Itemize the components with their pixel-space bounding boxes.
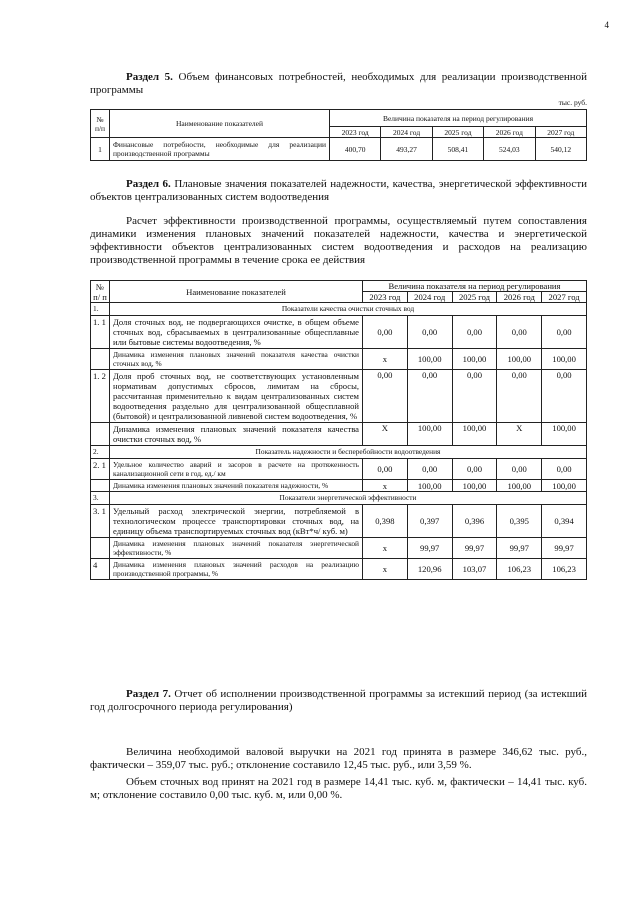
row-name: Финансовые потребности, необходимые для реализации производственной программы (110, 138, 330, 161)
row-value: 0,00 (363, 316, 408, 349)
row-value: 0,00 (497, 459, 542, 480)
row-name: Доля сточных вод, не подвергающихся очистке, в общем объеме сточных вод, сбрасываемых в централизованные общесплавные или бытовые системы водоотведения, % (110, 316, 363, 349)
row-value: 100,00 (407, 349, 452, 370)
row-num: 1 (91, 138, 110, 161)
section-row (91, 492, 587, 505)
section5-table (90, 109, 587, 161)
header-year: 2026 год (484, 127, 535, 138)
row-name: Доля проб сточных вод, не соответствующих установленным нормативам допустимых сбросов, лимитам на сбросы, рассчитанная применительно к видам централизованных систем водоотведения раздельно для централизованной общесплавной (бытовой) и централизованной ливневой систем водоотведения, % (110, 370, 363, 423)
row-value: 0,00 (407, 459, 452, 480)
section-num: 2. (91, 446, 110, 459)
section5-label: Раздел 5. (126, 71, 173, 83)
row-value: 0,00 (542, 316, 587, 349)
header-num: № п/п (91, 110, 110, 138)
table-row (91, 349, 587, 370)
header-year: 2026 год (497, 292, 542, 303)
section6-label: Раздел 6. (126, 178, 171, 190)
units-label: тыс. руб. (558, 98, 587, 107)
row-name: Динамика изменения плановых значений показателя энергетической эффективности, % (110, 538, 363, 559)
row-value: 524,03 (484, 138, 535, 161)
table-row (91, 459, 587, 480)
section6-intro (90, 215, 587, 267)
row-value: X (363, 423, 408, 446)
header-num: № п/ п (91, 281, 110, 303)
row-value: 0,00 (542, 370, 587, 423)
section-row (91, 446, 587, 459)
section7-paragraph (90, 746, 587, 772)
row-value: 100,00 (452, 349, 497, 370)
row-value: 0,00 (497, 316, 542, 349)
row-value: 106,23 (497, 559, 542, 580)
row-name: Динамика изменения плановых значений показателя качества очистки сточных вод, % (110, 349, 363, 370)
section6-table-wrap (90, 280, 587, 580)
section5-heading (90, 71, 587, 97)
header-period: Величина показателя на период регулирования (363, 281, 587, 292)
section7-paragraph-text: Величина необходимой валовой выручки на 2021 год принята в размере 346,62 тыс. руб., фактически – 359,07 тыс. руб.; отклонение составило 12,45 тыс. руб., или 3,59 %. (90, 746, 587, 771)
row-value: x (363, 480, 408, 492)
header-year: 2023 год (330, 127, 381, 138)
section7-paragraph (90, 776, 587, 802)
section-title: Показатели энергетической эффективности (110, 492, 587, 505)
row-value: 0,00 (407, 370, 452, 423)
section7-label: Раздел 7. (126, 688, 171, 700)
row-value: 508,41 (432, 138, 483, 161)
section-title: Показатели качества очистки сточных вод (110, 303, 587, 316)
row-value: 0,395 (497, 505, 542, 538)
header-year: 2027 год (542, 292, 587, 303)
row-value: 100,00 (407, 480, 452, 492)
section6-table (90, 280, 587, 580)
row-value: x (363, 559, 408, 580)
header-year: 2025 год (452, 292, 497, 303)
header-year: 2025 год (432, 127, 483, 138)
row-num (91, 349, 110, 370)
table-row (91, 370, 587, 423)
header-year: 2023 год (363, 292, 408, 303)
section7-heading (90, 688, 587, 714)
row-value: 100,00 (497, 349, 542, 370)
row-num: 4 (91, 559, 110, 580)
section5-title: Объем финансовых потребностей, необходимых для реализации производственной программы (90, 71, 588, 96)
row-num: 1. 1 (91, 316, 110, 349)
section-title: Показатель надежности и бесперебойности водоотведения (110, 446, 587, 459)
section-row (91, 303, 587, 316)
row-value: 100,00 (542, 480, 587, 492)
section7-paragraph-text: Объем сточных вод принят на 2021 год в размере 14,41 тыс. куб. м, фактически – 14,41 тыс. куб. м; отклонение составило 0,00 тыс. куб. м, или 0,00 %. (90, 776, 587, 801)
table-row (91, 480, 587, 492)
section-num: 3. (91, 492, 110, 505)
row-value: 540,12 (535, 138, 586, 161)
row-value: 100,00 (452, 423, 497, 446)
table-row (91, 316, 587, 349)
row-value: 100,00 (407, 423, 452, 446)
row-value: 0,00 (363, 459, 408, 480)
row-name: Динамика изменения плановых значений показателя качества очистки сточных вод, % (110, 423, 363, 446)
row-name: Динамика изменения плановых значений показателя надежности, % (110, 480, 363, 492)
row-value: 99,97 (407, 538, 452, 559)
row-value: 0,394 (542, 505, 587, 538)
row-num (91, 423, 110, 446)
row-value: 99,97 (452, 538, 497, 559)
section6-title: Плановые значения показателей надежности, качества, энергетической эффективности объектов централизованных систем водоотведения (90, 178, 588, 203)
row-value: 100,00 (542, 349, 587, 370)
row-value: 0,396 (452, 505, 497, 538)
row-value: 100,00 (542, 423, 587, 446)
row-value: 493,27 (381, 138, 432, 161)
row-num: 3. 1 (91, 505, 110, 538)
table-row (91, 559, 587, 580)
row-value: x (363, 538, 408, 559)
row-value: 100,00 (497, 480, 542, 492)
section6-intro-text: Расчет эффективности производственной программы, осуществляемый путем сопоставления динамики изменения плановых значений показателей надежности, качества и энергетической эффективности объектов централизованных систем водоотведения и расходов на реализацию производственной программы в течение срока ее действия (90, 215, 587, 266)
section6-heading (90, 178, 587, 204)
table-row (91, 138, 587, 161)
row-value: X (497, 423, 542, 446)
row-value: 0,00 (363, 370, 408, 423)
row-num (91, 480, 110, 492)
header-name: Наименование показателей (110, 110, 330, 138)
row-value: 0,00 (407, 316, 452, 349)
table-row (91, 538, 587, 559)
header-period: Величина показателя на период регулирования (330, 110, 587, 127)
row-value: 0,398 (363, 505, 408, 538)
section-num: 1. (91, 303, 110, 316)
section5-table-wrap (90, 109, 587, 161)
row-value: 103,07 (452, 559, 497, 580)
table-row (91, 423, 587, 446)
row-value: 0,00 (452, 316, 497, 349)
row-value: 0,00 (452, 459, 497, 480)
row-name: Удельное количество аварий и засоров в расчете на протяженность канализационной сети в год, ед./ км (110, 459, 363, 480)
row-value: 400,70 (330, 138, 381, 161)
row-value: 100,00 (452, 480, 497, 492)
row-value: 0,00 (452, 370, 497, 423)
row-value: 0,397 (407, 505, 452, 538)
table-row (91, 505, 587, 538)
header-name: Наименование показателей (110, 281, 363, 303)
header-year: 2027 год (535, 127, 586, 138)
row-value: x (363, 349, 408, 370)
header-year: 2024 год (407, 292, 452, 303)
page-number: 4 (604, 20, 609, 30)
row-value: 0,00 (542, 459, 587, 480)
row-num (91, 538, 110, 559)
header-year: 2024 год (381, 127, 432, 138)
row-value: 106,23 (542, 559, 587, 580)
row-name: Динамика изменения плановых значений расходов на реализацию производственной программы, % (110, 559, 363, 580)
row-value: 99,97 (497, 538, 542, 559)
row-name: Удельный расход электрической энергии, потребляемой в технологическом процессе транспортировки сточных вод, на единицу объема транспортируемых сточных вод (кВт*ч/ куб. м) (110, 505, 363, 538)
row-value: 120,96 (407, 559, 452, 580)
row-value: 0,00 (497, 370, 542, 423)
row-num: 1. 2 (91, 370, 110, 423)
row-num: 2. 1 (91, 459, 110, 480)
row-value: 99,97 (542, 538, 587, 559)
section7-title: Отчет об исполнении производственной программы за истекший период (за истекший год долгосрочного периода регулирования) (90, 688, 588, 713)
